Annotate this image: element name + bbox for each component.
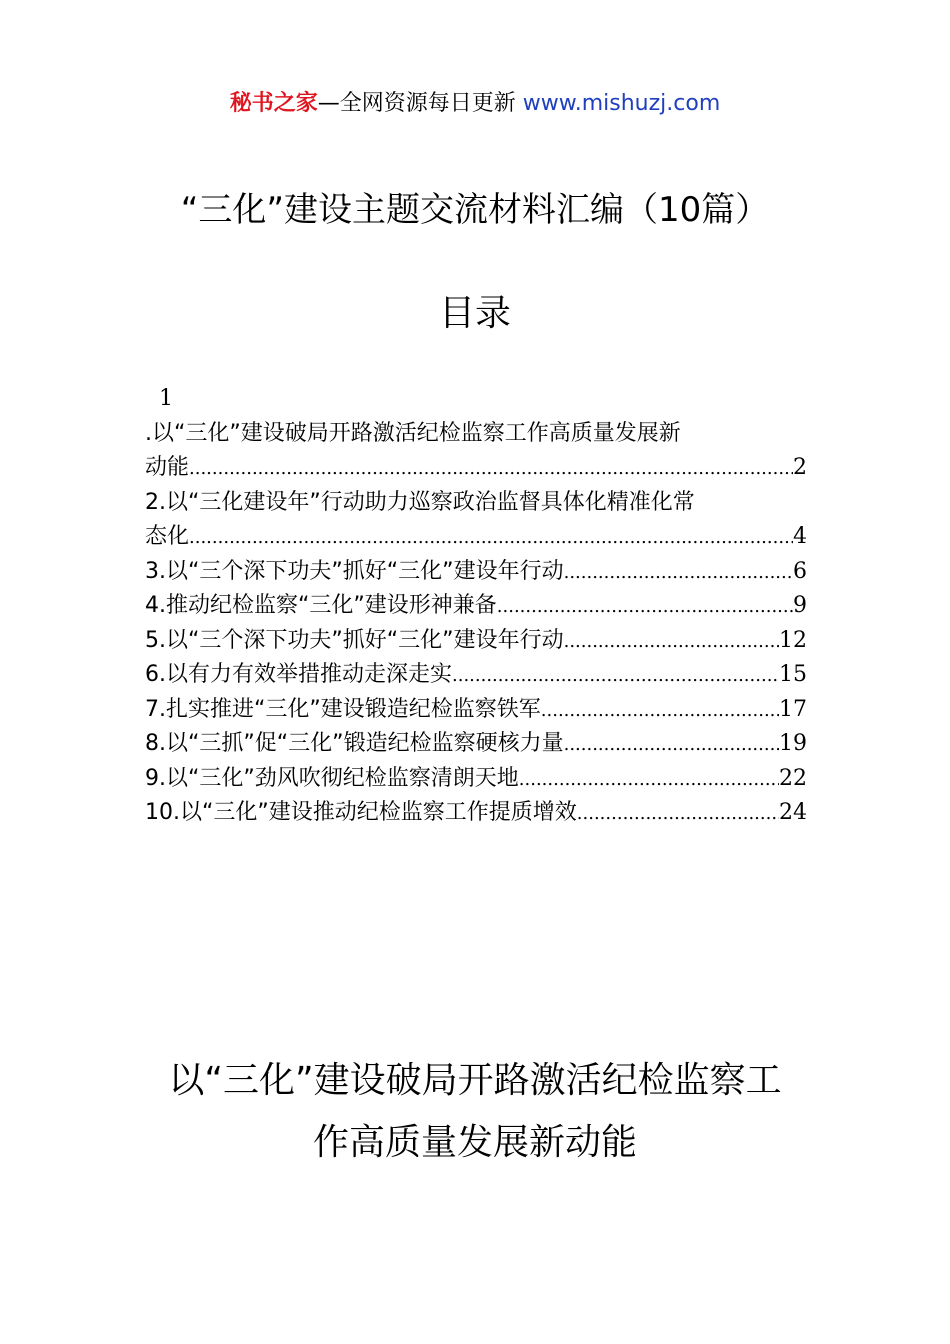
toc-leader-dots — [497, 590, 793, 625]
table-of-contents — [145, 382, 807, 831]
toc-entry-2-text-cont: 态化 — [145, 524, 190, 549]
toc-page-number: 6 — [793, 558, 807, 584]
toc-page-number: 15 — [779, 662, 807, 687]
toc-entry-5[interactable] — [145, 624, 807, 659]
toc-entry-7[interactable] — [145, 693, 807, 728]
toc-entry-text: 7.扎实推进“三化”建设锻造纪检监察铁军 — [145, 696, 541, 722]
toc-leader-dots — [564, 728, 779, 763]
toc-entry-10[interactable] — [145, 796, 807, 831]
toc-entry-1-text: .以“三化”建设破局开路激活纪检监察工作高质量发展新 — [145, 420, 681, 446]
toc-entry-1-line1[interactable] — [145, 417, 807, 452]
toc-leader-dots — [577, 797, 779, 832]
toc-page-number: 9 — [793, 593, 807, 618]
toc-entry-1-text-cont: 动能 — [145, 455, 190, 480]
article-title-line1: 以“三化”建设破局开路激活纪检监察工 — [168, 1060, 782, 1101]
site-url-link[interactable]: www.mishuzj.com — [522, 91, 721, 116]
toc-page-number: 24 — [779, 800, 807, 825]
toc-entry-3[interactable] — [145, 555, 807, 590]
brand-name: 秘书之家 — [229, 91, 318, 116]
article-title-line2: 作高质量发展新动能 — [312, 1122, 637, 1163]
document-title: “三化”建设主题交流材料汇编（10篇） — [180, 190, 770, 230]
toc-entry-text: 6.以有力有效举措推动走深走实 — [145, 662, 452, 687]
toc-leader-dots — [564, 556, 793, 591]
toc-entry-8[interactable] — [145, 727, 807, 762]
toc-leader-dots — [189, 452, 793, 487]
toc-entry-text: 4.推动纪检监察“三化”建设形神兼备 — [145, 593, 497, 618]
toc-entry-2-line2[interactable] — [145, 520, 807, 555]
toc-entry-2-line1[interactable] — [145, 486, 807, 521]
toc-leader-dots — [189, 521, 793, 556]
toc-entry-4[interactable] — [145, 589, 807, 624]
site-header — [0, 88, 950, 120]
article-title — [0, 1050, 950, 1174]
toc-heading: 目录 — [438, 293, 511, 334]
toc-page-number: 22 — [779, 765, 807, 791]
tagline: —全网资源每日更新 — [317, 91, 516, 116]
toc-page-number: 19 — [779, 731, 807, 756]
toc-page-number: 17 — [779, 696, 807, 722]
toc-leader-dots — [519, 763, 779, 798]
toc-entry-text: 9.以“三化”劲风吹彻纪检监察清朗天地 — [145, 765, 519, 791]
toc-entry-text: 10.以“三化”建设推动纪检监察工作提质增效 — [145, 800, 577, 825]
toc-leader-dots — [564, 625, 779, 660]
toc-entry-text: 3.以“三个深下功夫”抓好“三化”建设年行动 — [145, 558, 564, 584]
toc-entry-text: 8.以“三抓”促“三化”锻造纪检监察硬核力量 — [145, 731, 564, 756]
toc-page-number: 12 — [779, 627, 807, 653]
toc-entry-9[interactable] — [145, 762, 807, 797]
toc-leader-dots — [541, 694, 779, 729]
toc-entry-1-line2[interactable] — [145, 451, 807, 486]
toc-page-number: 4 — [793, 524, 807, 549]
toc-entry-1-number: 1 — [159, 386, 173, 411]
toc-entry-6[interactable] — [145, 658, 807, 693]
toc-leader-dots — [452, 659, 779, 694]
toc-entry-text: 5.以“三个深下功夫”抓好“三化”建设年行动 — [145, 627, 564, 653]
toc-page-number: 2 — [793, 455, 807, 480]
toc-entry-2-text: 2.以“三化建设年”行动助力巡察政治监督具体化精准化常 — [145, 489, 695, 515]
